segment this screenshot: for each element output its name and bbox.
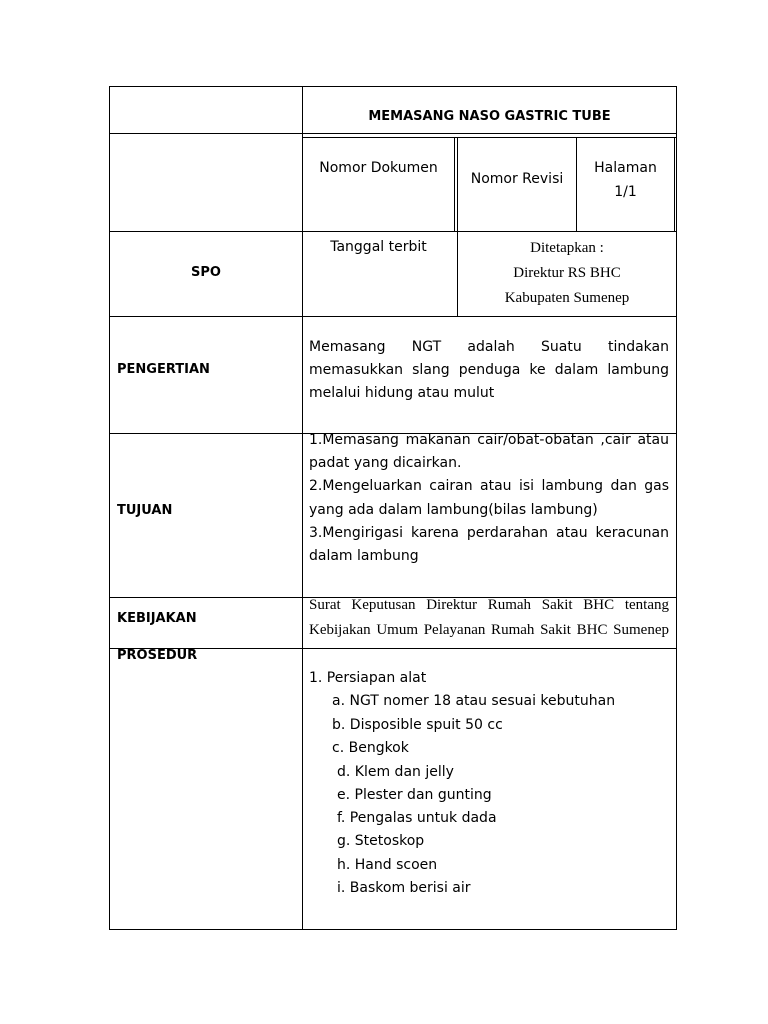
prosedur-item: b. Disposible spuit 50 cc (332, 717, 503, 733)
column-divider (302, 86, 303, 930)
prosedur-item: e. Plester dan gunting (337, 787, 492, 803)
prosedur-item: h. Hand scoen (337, 857, 438, 873)
kebijakan-label: KEBIJAKAN (117, 611, 197, 626)
document-title: MEMASANG NASO GASTRIC TUBE (368, 109, 611, 124)
prosedur-label: PROSEDUR (117, 648, 198, 663)
row-divider-inner (303, 137, 676, 138)
ditetapkan-line: Direktur RS BHC (513, 265, 621, 281)
prosedur-item: c. Bengkok (332, 740, 409, 756)
cell-divider (454, 137, 455, 232)
prosedur-item: a. NGT nomer 18 atau sesuai kebutuhan (332, 693, 616, 709)
table-border-right (676, 86, 677, 930)
cell-divider (674, 137, 675, 232)
pengertian-line: memasukkan slang penduga ke dalam lambung (309, 362, 669, 378)
tujuan-line: 1.Memasang makanan cair/obat-obatan ,cair atau (309, 432, 669, 448)
tujuan-label: TUJUAN (117, 503, 173, 518)
ditetapkan-line: Ditetapkan : (530, 240, 604, 256)
pengertian-line: melalui hidung atau mulut (309, 385, 495, 401)
table-border-top (109, 86, 677, 87)
tujuan-line: yang ada dalam lambung(bilas lambung) (309, 502, 598, 518)
tujuan-line: 3.Mengirigasi karena perdarahan atau keracunan (309, 525, 669, 541)
row-divider (109, 316, 677, 317)
kebijakan-line: Kebijakan Umum Pelayanan Rumah Sakit BHC Sumenep (309, 622, 669, 638)
kebijakan-line: Surat Keputusan Direktur Rumah Sakit BHC tentang (309, 597, 669, 613)
prosedur-heading: 1. Persiapan alat (309, 670, 427, 686)
row-divider (109, 133, 677, 134)
pengertian-line: Memasang NGT adalah Suatu tindakan (309, 339, 669, 355)
pengertian-label: PENGERTIAN (117, 362, 210, 377)
spo-label: SPO (191, 265, 221, 280)
tanggal-terbit-label: Tanggal terbit (330, 239, 427, 255)
prosedur-item: d. Klem dan jelly (337, 764, 454, 780)
tujuan-line: 2.Mengeluarkan cairan atau isi lambung dan gas (309, 478, 669, 494)
nomor-dokumen-label: Nomor Dokumen (319, 160, 438, 176)
nomor-revisi-label: Nomor Revisi (470, 171, 564, 187)
tujuan-line: dalam lambung (309, 548, 419, 564)
halaman-value: 1/1 (614, 184, 637, 200)
tujuan-line: padat yang dicairkan. (309, 455, 462, 471)
prosedur-item: g. Stetoskop (337, 833, 425, 849)
halaman-label: Halaman (594, 160, 657, 176)
prosedur-item: i. Baskom berisi air (337, 880, 471, 896)
prosedur-item: f. Pengalas untuk dada (337, 810, 497, 826)
row-divider (109, 231, 677, 232)
table-border-bottom (109, 929, 677, 930)
ditetapkan-line: Kabupaten Sumenep (504, 290, 630, 306)
table-border-left (109, 86, 110, 930)
